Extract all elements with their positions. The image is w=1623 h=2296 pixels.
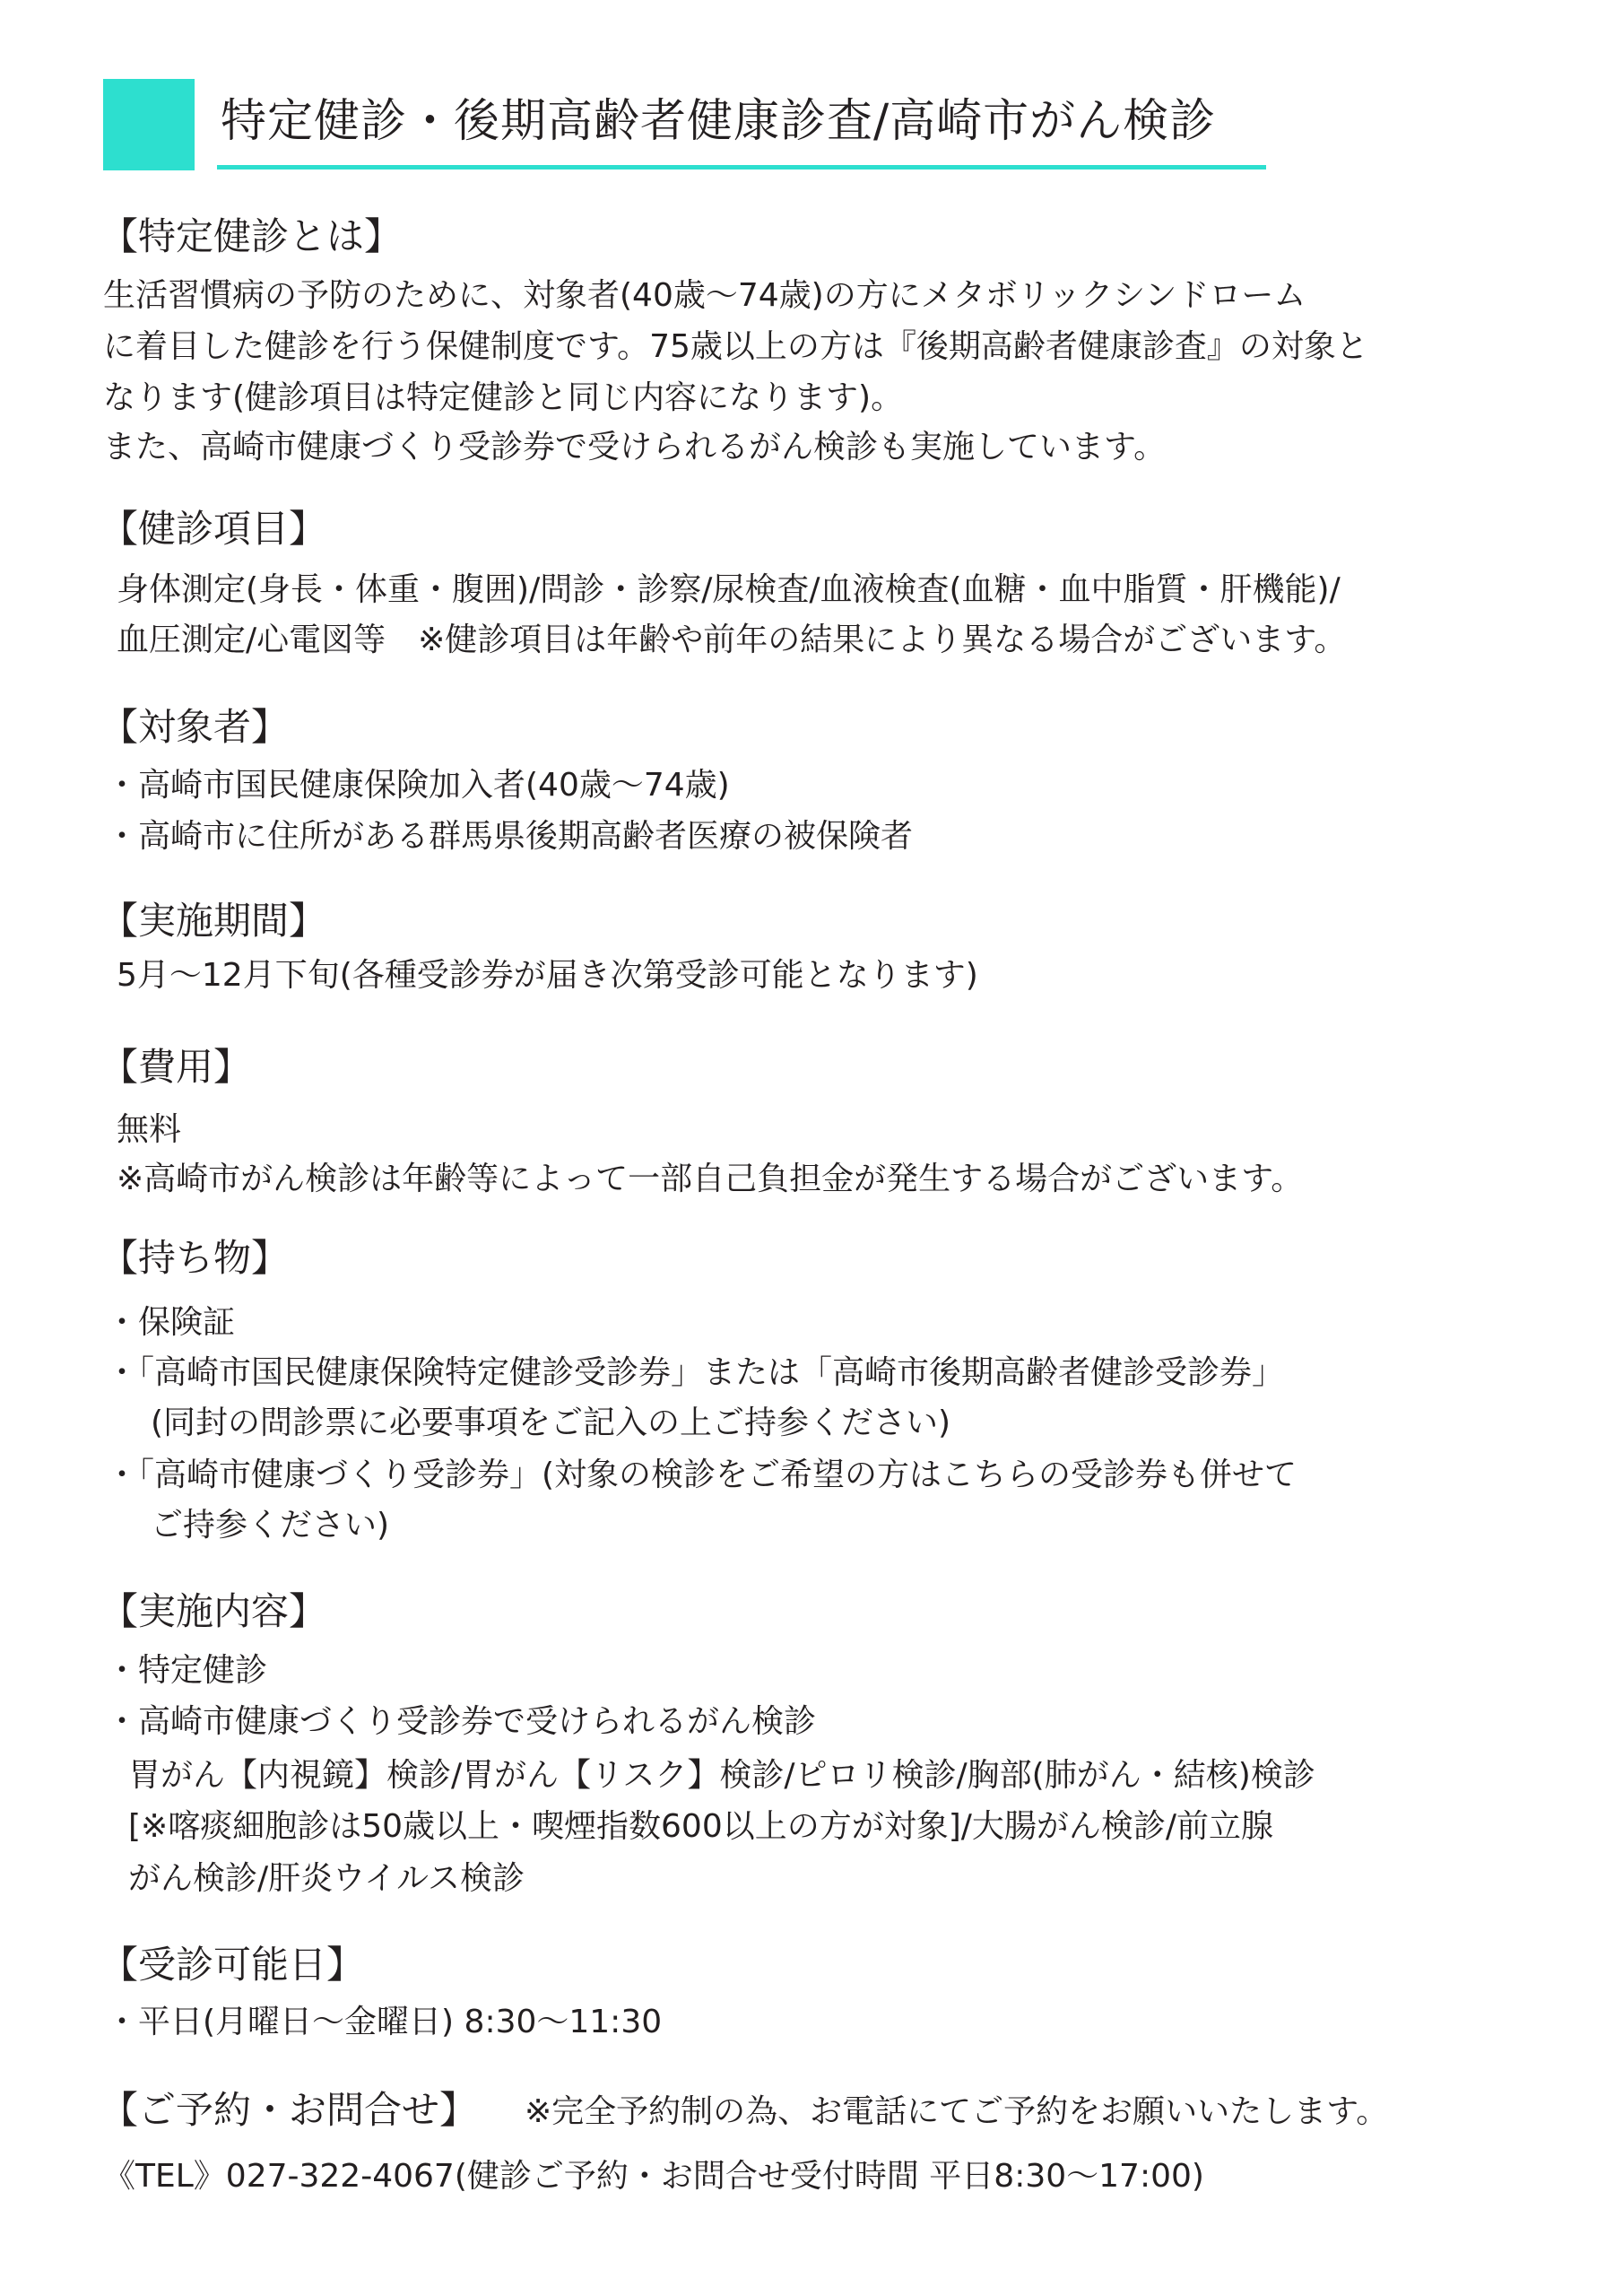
cost-line: 無料 xyxy=(117,1111,182,1148)
bring-line: ・「高崎市健康づくり受診券」(対象の検診をご希望の方はこちらの受診券も併せて xyxy=(106,1457,1298,1493)
bring-line: ・「高崎市国民健康保険特定健診受診券」または「高崎市後期高齢者健診受診券」 xyxy=(106,1354,1285,1391)
items-line: 血圧測定/心電図等 ※健診項目は年齢や前年の結果により異なる場合がございます。 xyxy=(117,622,1347,658)
content-line: がん検診/肝炎ウイルス検診 xyxy=(128,1860,525,1897)
heading-cost: 【費用】 xyxy=(100,1045,252,1089)
contact-phone: 《TEL》027-322-4067(健診ご予約・お問合せ受付時間 平日8:30～17:00) xyxy=(103,2158,1204,2195)
content-line: [※喀痰細胞診は50歳以上・喫煙指数600以上の方が対象]/大腸がん検診/前立腺 xyxy=(128,1808,1274,1845)
bring-line: ご持参ください) xyxy=(151,1507,390,1544)
heading-days: 【受診可能日】 xyxy=(100,1943,365,1987)
heading-items: 【健診項目】 xyxy=(100,507,327,551)
target-line: ・高崎市国民健康保険加入者(40歳～74歳) xyxy=(106,767,730,804)
heading-content: 【実施内容】 xyxy=(100,1589,327,1633)
about-line: なります(健診項目は特定健診と同じ内容になります)。 xyxy=(103,379,904,416)
days-line: ・平日(月曜日～金曜日) 8:30～11:30 xyxy=(106,2004,663,2040)
heading-about: 【特定健診とは】 xyxy=(100,214,403,258)
content-line: 胃がん【内視鏡】検診/胃がん【リスク】検診/ピロリ検診/胸部(肺がん・結核)検診 xyxy=(128,1757,1315,1794)
cost-line: ※高崎市がん検診は年齢等によって一部自己負担金が発生する場合がございます。 xyxy=(117,1161,1304,1197)
title-accent-block xyxy=(103,79,195,170)
contact-note: ※完全予約制の為、お電話にてご予約をお願いいたします。 xyxy=(525,2093,1389,2130)
bring-line: ・保険証 xyxy=(106,1304,236,1341)
content-line: ・特定健診 xyxy=(106,1652,268,1689)
about-line: に着目した健診を行う保健制度です。75歳以上の方は『後期高齢者健康診査』の対象と xyxy=(103,328,1368,365)
heading-contact: 【ご予約・お問合せ】 xyxy=(100,2088,478,2132)
title-underline xyxy=(217,165,1266,170)
target-line: ・高崎市に住所がある群馬県後期高齢者医療の被保険者 xyxy=(106,818,914,855)
content-line: ・高崎市健康づくり受診券で受けられるがん検診 xyxy=(106,1703,817,1740)
bring-line: (同封の問診票に必要事項をご記入の上ご持参ください) xyxy=(151,1405,951,1441)
about-line: また、高崎市健康づくり受診券で受けられるがん検診も実施しています。 xyxy=(103,429,1167,465)
heading-bring: 【持ち物】 xyxy=(100,1236,290,1280)
heading-target: 【対象者】 xyxy=(100,705,290,749)
about-line: 生活習慣病の予防のために、対象者(40歳～74歳)の方にメタボリックシンドローム xyxy=(103,277,1306,314)
page-title: 特定健診・後期高齢者健康診査/高崎市がん検診 xyxy=(221,95,1217,148)
heading-period: 【実施期間】 xyxy=(100,899,327,943)
items-line: 身体測定(身長・体重・腹囲)/問診・診察/尿検査/血液検査(血糖・血中脂質・肝機能)/ xyxy=(117,571,1341,608)
period-line: 5月～12月下旬(各種受診券が届き次第受診可能となります) xyxy=(117,957,978,994)
